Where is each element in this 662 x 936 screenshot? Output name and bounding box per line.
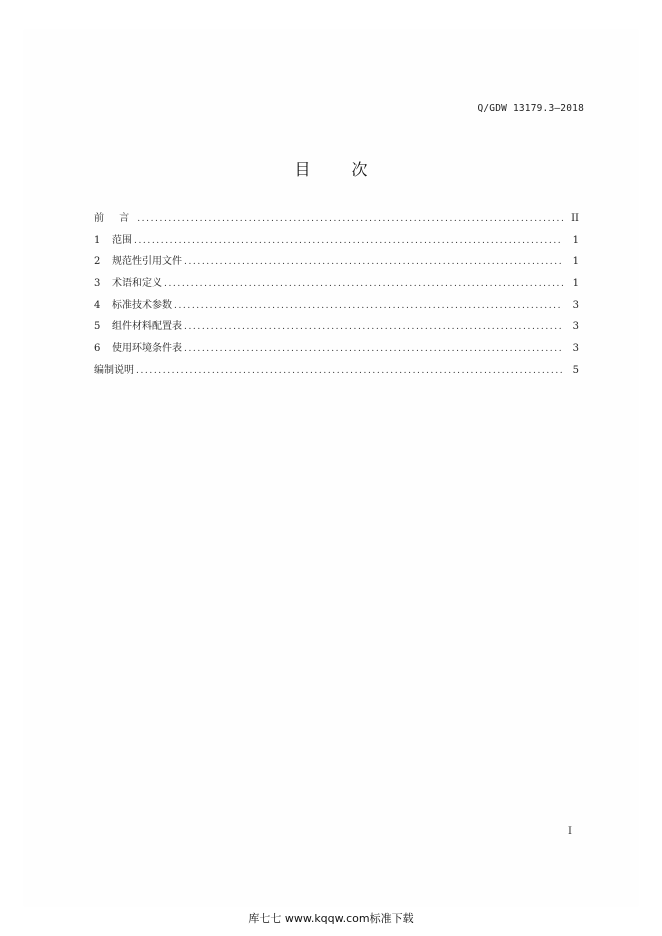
page-folio: I — [568, 826, 572, 837]
toc-entry-label: 标准技术参数 — [112, 299, 172, 311]
toc-entry-label: 使用环境条件表 — [112, 343, 182, 355]
toc-entry-number: 4 — [94, 299, 101, 311]
toc-entry-preface[interactable] — [94, 208, 579, 230]
toc-entry-page: 1 — [572, 256, 579, 268]
toc-entry-scope[interactable] — [94, 230, 579, 252]
toc-entry-compilation-notes[interactable] — [94, 360, 579, 382]
toc-entry-number: 5 — [94, 321, 101, 333]
document-code: Q/GDW 13179.3—2018 — [477, 103, 584, 114]
toc-entry-label: 规范性引用文件 — [112, 256, 182, 268]
toc-entry-number: 3 — [94, 278, 101, 290]
toc-leader-dots — [184, 252, 563, 274]
toc-leader-dots — [174, 296, 563, 318]
toc-entry-number: 2 — [94, 256, 101, 268]
toc-entry-page: 3 — [572, 299, 579, 311]
toc-entry-label: 前 言 — [94, 213, 136, 224]
toc-entry-terms-definitions[interactable] — [94, 273, 579, 295]
toc-leader-dots — [184, 317, 563, 339]
toc-entry-label: 编制说明 — [94, 364, 134, 376]
toc-entry-number: 1 — [94, 234, 101, 246]
toc-entry-page: 1 — [572, 234, 579, 246]
toc-leader-dots — [134, 231, 563, 253]
toc-entry-page: II — [571, 213, 579, 224]
toc-entry-label: 范围 — [112, 234, 132, 246]
toc-entry-label: 术语和定义 — [112, 278, 162, 290]
toc-entry-number: 6 — [94, 343, 101, 355]
toc-entry-technical-parameters[interactable] — [94, 295, 579, 317]
toc-entry-page: 1 — [572, 278, 579, 290]
toc-entry-label: 组件材料配置表 — [112, 321, 182, 333]
toc-leader-dots — [184, 339, 563, 361]
toc-entry-normative-references[interactable] — [94, 251, 579, 273]
toc-leader-dots — [164, 274, 563, 296]
footer-watermark: 库七七 www.kqqw.com标准下载 — [248, 912, 414, 925]
toc-leader-dots — [136, 361, 563, 383]
toc-entry-page: 3 — [572, 343, 579, 355]
toc-entry-environment-conditions[interactable] — [94, 338, 579, 360]
table-of-contents — [94, 208, 579, 382]
toc-entry-page: 3 — [572, 321, 579, 333]
toc-leader-dots — [137, 209, 563, 231]
page-title: 目 次 — [294, 160, 386, 179]
toc-entry-page: 5 — [572, 364, 579, 376]
toc-entry-component-materials[interactable] — [94, 316, 579, 338]
